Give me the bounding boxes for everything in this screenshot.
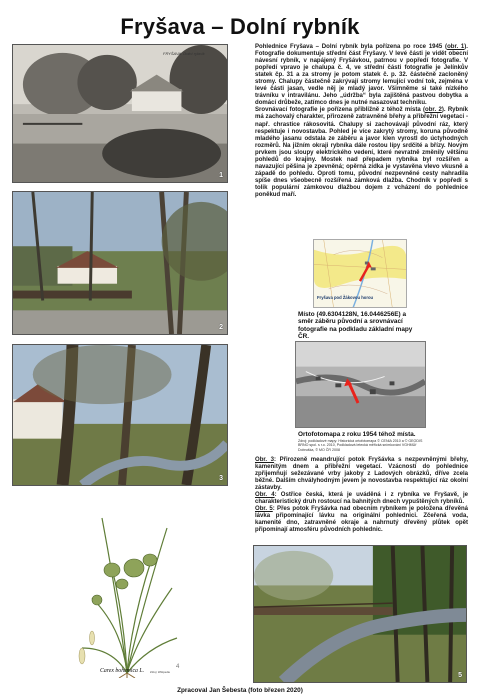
photo-comparison	[12, 191, 228, 335]
topographic-map	[313, 239, 407, 308]
desc-photo-5: Obr. 5: Přes potok Fryšávka nad obecním rybníkem je položena dřevěná lávka připomínající lávku na originální pohlednici. Zčeřená voda, kamenité dno, zatravněné okraje a nahrnutý dřevěný plůtek opět připomínají atmosféru původních pohlednic.	[255, 506, 469, 534]
desc-photo-3: Obr. 3: Přirozeně meandrující potok Fryšávka s nezpevněnými břehy, kamenitým dnem a přibřežní vegetací. Vzácností do pohlednice zpřijemňují sežezávané vrby jakoby z Ladových obrázků, dříve zcela běžné. Dalším chvályhodným jevem je novostavba respektující ráz okolní zástavby.	[255, 457, 469, 492]
plant-illustration	[72, 498, 182, 678]
intro-paragraph-2: Srovnávací fotografie je pořízena přibližně z téhož místa (obr. 2). Rybník má zachovalý charakter, přirozeně zatravněné břehy a přibřežní vegetaci - např. chrastice rákosovitá. Chalupy si zachovávají původní ráz, který respektuje i novostavba. Pohled je více zakrytý stromy, koruna původně mladého jasanu odstala ze záběru a javor klen vyrostl do úctyhodných rozměrů. Na jižním okraji rybníka dále rostou lípy srdčité a břízy. Novým prvkem jsou sloupy elektrického vedení, které nevratně změnily většinu pohledů do krajiny. Mostek nad přepadem rybníka byl rozšířen a navazující pěšina je zpevněná; opěrná zídka je vystavěna vlevo vkusně a západě do pohledu. Oproti tomu, původní nezpevněné cesty nahradila spíše dnes všeobecně rozšířená zámková dlažba. Chodník v popředí s tolik populární zámkovou dlažbou dojem z vcházení do pohlednice poněkud maří.	[255, 107, 468, 198]
photo-number: 3	[219, 475, 223, 482]
ortho-source: Zdroj: podkladové mapy: Historická ortofotomapa © CENIA 2010 a © GEODIS BRNO spol. s r.o. 2010, Podkladová letecká měřická snímkování VGHMÚř Dobruška, © MO ČR 2008	[298, 439, 423, 452]
map-place-label: Fryšava pod Žákovou horou	[317, 295, 374, 300]
footbridge-image	[254, 546, 466, 682]
page-title: Fryšava – Dolní rybník	[120, 14, 360, 39]
comparison-image	[13, 192, 227, 334]
orthophoto-image	[296, 342, 425, 428]
desc-photo-4: Obr. 4: Ostřice česká, která je uváděná i z rybníka ve Fryšavě, je charakteristický druh rostoucí na bahnitých dnech vypuštěných rybníků.	[255, 492, 469, 506]
orthophoto-1954	[295, 341, 426, 428]
author-footer: Zpracoval Jan Šebesta (foto březen 2020)	[177, 687, 303, 694]
photo-number: 1	[219, 172, 223, 179]
intro-text	[255, 44, 468, 199]
plant-latin-name: Carex bohemica L.	[100, 668, 145, 674]
photo-number: 2	[219, 324, 223, 331]
postcard-image	[13, 45, 227, 182]
photo-number: 4	[176, 664, 180, 670]
photo-stream	[12, 344, 228, 486]
intro-paragraph-1: Pohlednice Fryšava – Dolní rybník byla pořízena po roce 1945 (obr. 1). Fotografie dokumentuje střední část Fryšavy. V levé části je vidět obecní návesní rybník, v napájený Fryšávkou, patrnou v popředí fotografie. V popředí vpravo je chalupa č. 4, ve střední části fotografie je Jelínkův statek čp. 31 a za stromy je potom statek č. p. 32. částečně zacloněný stromy. Chalupy částečně zakrývají stromy lemující vodní tok, zejména v levé části jasan, vedle něj je mladý javor. Všimněme si také nízkého trávníku v intravilánu. Jeho „údržba“ byla zajištěná pastvou dobytka a domácí drůbeže, zatímco dnes je nutné nasazovat techniku.	[255, 44, 468, 107]
plant-source: Zdroj: Wikipedie	[150, 670, 171, 674]
ortho-caption: Ortofotomapa z roku 1954 téhož místa.	[298, 431, 416, 438]
stream-image	[13, 345, 227, 485]
photo-number: 5	[458, 672, 462, 679]
photo-historic-postcard	[12, 44, 228, 183]
map-caption: Místo (49.6304128N, 16.0446256E) a směr záběru původní a srovnávací fotografie na podkladu základní mapy ČR.	[298, 311, 413, 341]
figure-descriptions	[255, 457, 468, 535]
carex-drawing	[72, 498, 182, 678]
photo-footbridge	[253, 545, 467, 683]
postcard-caption: FRYŠAVA. Dolní rybník	[163, 51, 205, 56]
